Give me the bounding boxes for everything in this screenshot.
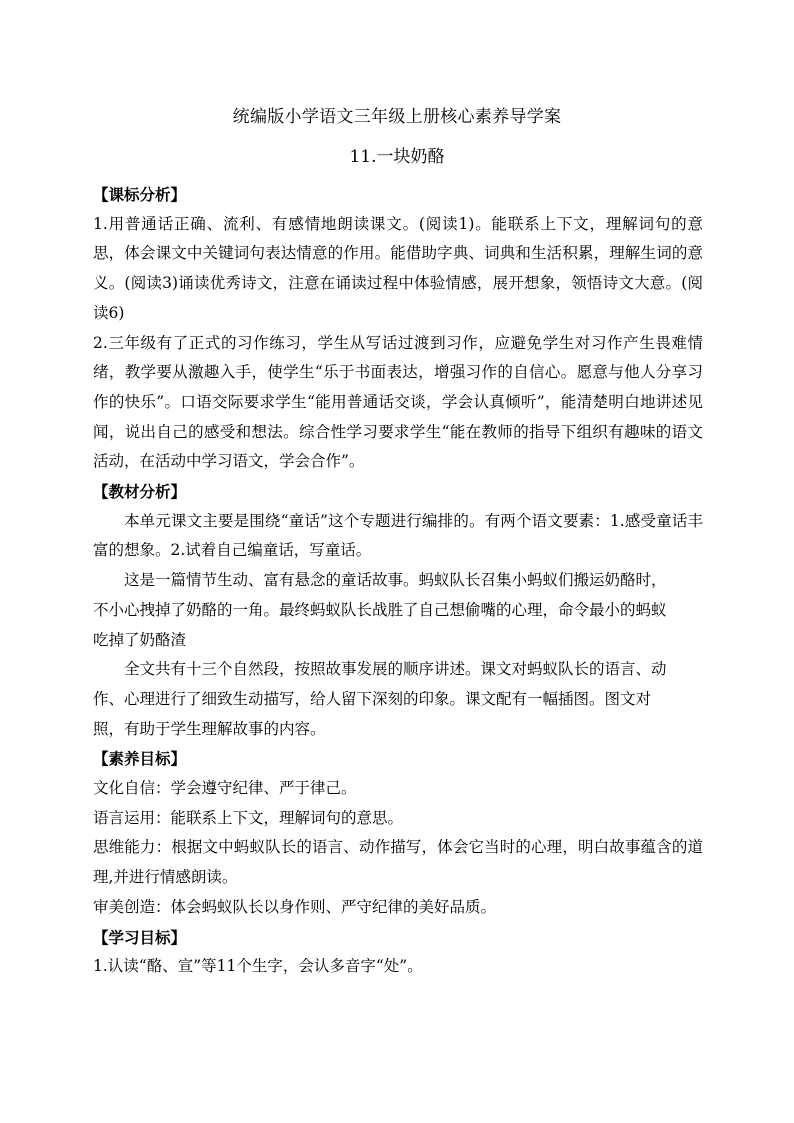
curriculum-analysis-paragraph-2: 2.三年级有了正式的习作练习，学生从写话过渡到习作，应避免学生对习作产生畏难情绪，教学要从激趣入手，使学生“乐于书面表达，增强习作的自信心。愿意与他人分享习作的快乐”。口语交际要求学生“能用普通话交谈，学会认真倾听”，能清楚明白地讲述见闻，说出自己的感受和想法。综合性学习要求学生“能在教师的指导下组织有趣味的语文活动，在活动中学习语文，学会合作”。 — [93, 333, 703, 471]
textbook-analysis-paragraph-3 — [93, 655, 703, 744]
section-heading-curriculum-analysis: 【课标分析】 — [93, 185, 187, 204]
paragraph-line: 作、心理进行了细致生动描写，给人留下深刻的印象。课文配有一幅插图。图文对 — [93, 689, 652, 708]
section-heading-textbook-analysis: 【教材分析】 — [93, 482, 187, 502]
literacy-goal-language-use: 语言运用：能联系上下文，理解词句的意思。 — [93, 808, 404, 827]
paragraph-line: 这是一篇情节生动、富有悬念的童话故事。蚂蚁队长召集小蚂蚁们搬运奶酪时， — [124, 571, 667, 590]
document-title: 统编版小学语文三年级上册核心素养导学案 — [232, 107, 562, 127]
section-heading-literacy-goals: 【素养目标】 — [93, 749, 187, 769]
literacy-goal-aesthetic-creation: 审美创造：体会蚂蚁队长以身作则、严守纪律的美好品质。 — [93, 897, 497, 916]
literacy-goal-thinking-ability: 思维能力：根据文中蚂蚁队长的语言、动作描写，体会它当时的心理，明白故事蕴含的道理,并进行情感朗读。 — [93, 838, 703, 887]
literacy-goal-cultural-confidence: 文化自信：学会遵守纪律、严于律己。 — [93, 779, 357, 798]
document-body — [93, 180, 703, 982]
learning-goal-1: 1.认读“酪、宣”等11个生字，会认多音字“处”。 — [93, 957, 423, 976]
paragraph-line: 全文共有十三个自然段，按照故事发展的顺序讲述。课文对蚂蚁队长的语言、动 — [124, 660, 667, 679]
curriculum-analysis-paragraph-1: 1.用普通话正确、流利、有感情地朗读课文。(阅读1)。能联系上下文，理解词句的意思，体会课文中关键词句表达情意的作用。能借助字典、词典和生活积累，理解生词的意义。(阅读3)诵读优秀诗文，注意在诵读过程中体验情感，展开想象，领悟诗文大意。(阅读6) — [93, 214, 703, 322]
textbook-analysis-paragraph-2 — [93, 566, 703, 655]
section-heading-learning-goals: 【学习目标】 — [93, 927, 187, 947]
paragraph-line: 吃掉了奶酪渣 — [93, 630, 187, 649]
lesson-title: 11.一块奶酪 — [349, 147, 445, 167]
textbook-analysis-paragraph-1: 本单元课文主要是围绕“童话”这个专题进行编排的。有两个语文要素：1.感受童话丰富的想象。2.试着自己编童话，写童话。 — [93, 511, 703, 560]
paragraph-line: 不小心拽掉了奶酪的一角。最终蚂蚁队长战胜了自己想偷嘴的心理，命令最小的蚂蚁 — [93, 600, 667, 619]
paragraph-line: 照，有助于学生理解故事的内容。 — [93, 719, 326, 738]
